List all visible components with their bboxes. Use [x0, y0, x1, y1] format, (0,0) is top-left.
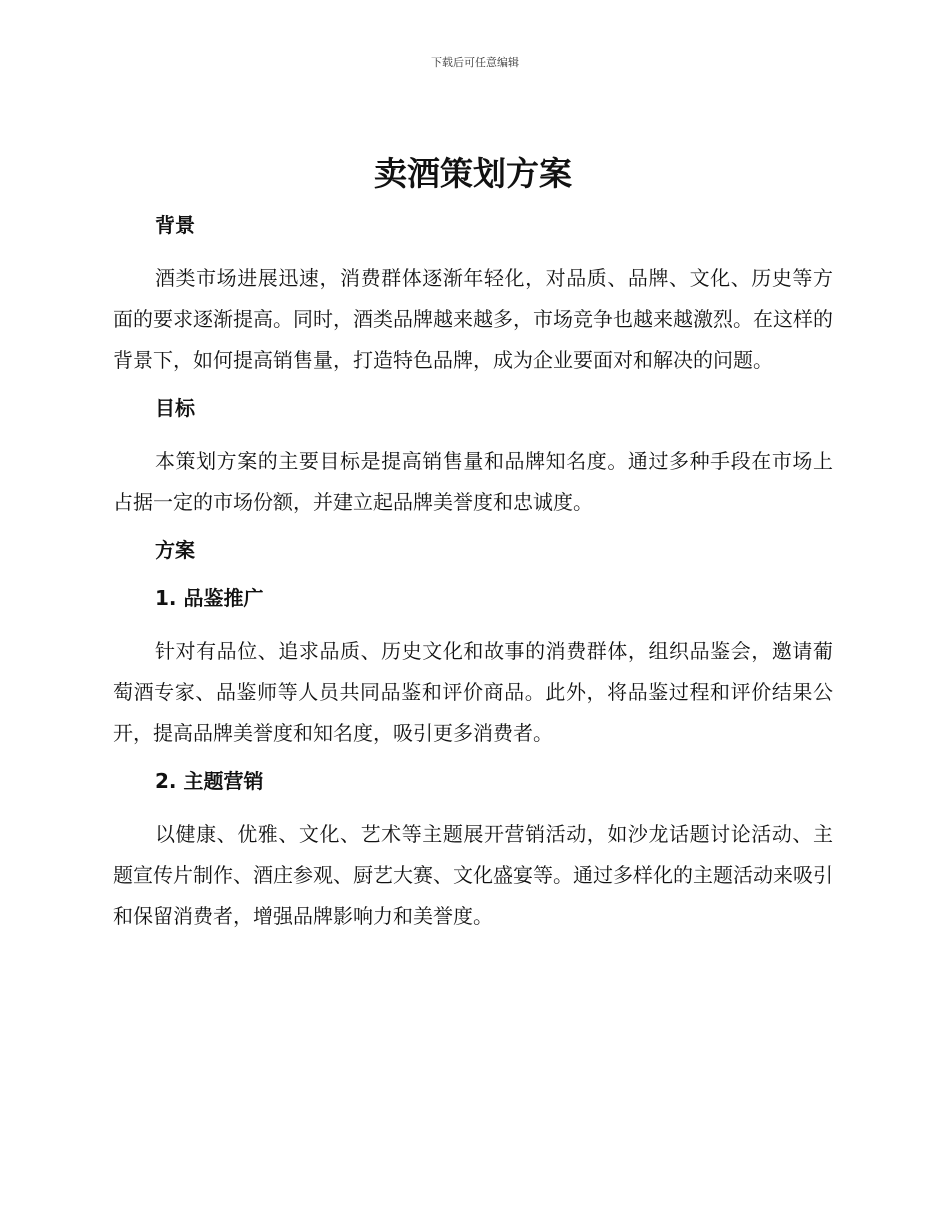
section-heading-theme-marketing: 2. 主题营销 [155, 769, 264, 793]
section-paragraph-background: 酒类市场进展迅速，消费群体逐渐年轻化，对品质、品牌、文化、历史等方面的要求逐渐提高。同时，酒类品牌越来越多，市场竞争也越来越激烈。在这样的背景下，如何提高销售量，打造特色品牌，成为企业要面对和解决的问题。 [113, 266, 833, 372]
section-paragraph-tasting-promotion: 针对有品位、追求品质、历史文化和故事的消费群体，组织品鉴会，邀请葡萄酒专家、品鉴师等人员共同品鉴和评价商品。此外，将品鉴过程和评价结果公开，提高品牌美誉度和知名度，吸引更多消费者。 [113, 639, 833, 745]
section-heading-background: 背景 [155, 213, 195, 237]
section-heading-tasting-promotion: 1. 品鉴推广 [155, 586, 264, 610]
document-body [113, 150, 833, 949]
section-heading-goal: 目标 [155, 396, 195, 420]
section-paragraph-theme-marketing: 以健康、优雅、文化、艺术等主题展开营销活动，如沙龙话题讨论活动、主题宣传片制作、酒庄参观、厨艺大赛、文化盛宴等。通过多样化的主题活动来吸引和保留消费者，增强品牌影响力和美誉度。 [113, 822, 833, 928]
section-heading-plan: 方案 [155, 538, 195, 562]
document-title: 卖酒策划方案 [374, 154, 572, 193]
section-paragraph-goal: 本策划方案的主要目标是提高销售量和品牌知名度。通过多种手段在市场上占据一定的市场份额，并建立起品牌美誉度和忠诚度。 [113, 449, 833, 514]
page-header-note: 下载后可任意编辑 [431, 56, 519, 69]
